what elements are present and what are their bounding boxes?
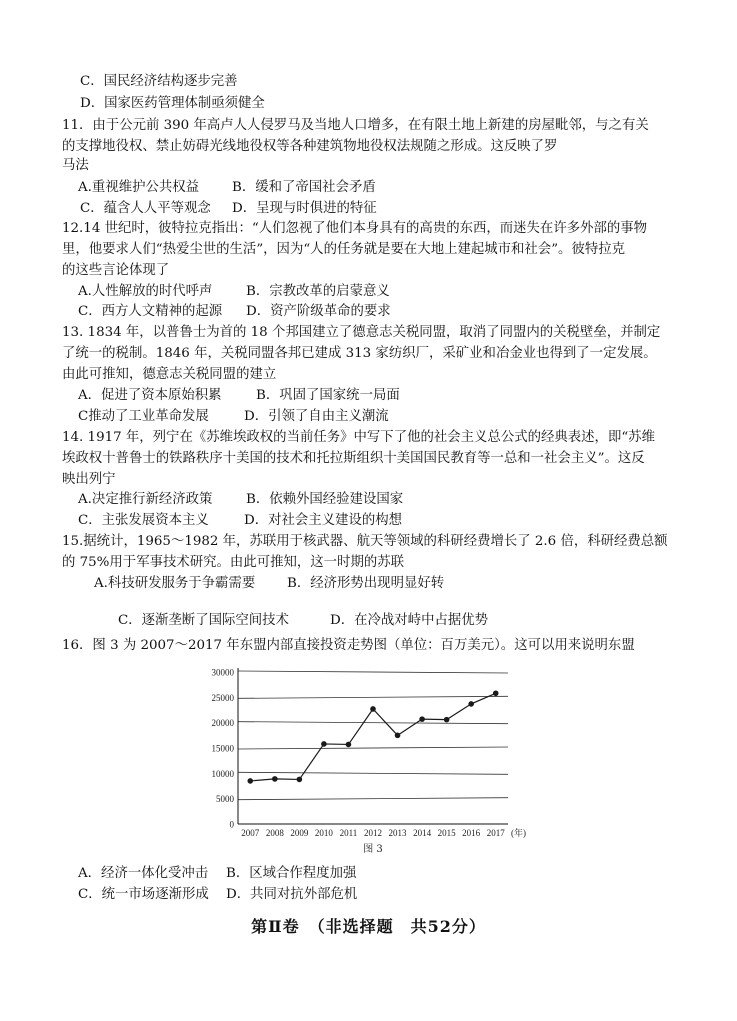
q16-option-c: C．统一市场逐渐形成 (78, 887, 209, 902)
x-tick-label: 2014 (413, 828, 432, 838)
q14-stem-line3: 映出列宁 (62, 472, 116, 487)
data-point (444, 717, 450, 723)
y-tick-label: 15000 (211, 743, 234, 754)
q16-option-a: A．经济一体化受冲击 (78, 866, 209, 881)
q11-option-b: B．缓和了帝国社会矛盾 (232, 180, 376, 195)
gridline (238, 798, 508, 800)
q15-stem-line1: 15.据统计，1965～1982 年，苏联用于核武器、航天等领域的科研经费增长了 2.6 倍，科研经费总额 (62, 534, 668, 549)
data-point (395, 733, 401, 739)
q11-stem-line1: 11．由于公元前 390 年高卢人人侵罗马及当地人口增多，在有限土地上新建的房屋毗邻，与之有关 (62, 118, 649, 133)
q15-option-c: C．逐渐垄断了国际空间技术 (118, 613, 289, 628)
data-point (370, 706, 376, 712)
q15-option-d: D．在冷战对峙中占据优势 (330, 613, 489, 628)
q11-stem-line3: 马法 (62, 158, 89, 173)
y-tick-label: 0 (229, 819, 234, 830)
q12-option-c: C．西方人文精神的起源 (78, 304, 223, 319)
q10-option-d: D．国家医药管理体制亟须健全 (80, 96, 265, 111)
q12-stem-line1: 12.14 世纪时，彼特拉克指出：“人们忽视了他们本身具有的高贵的东西，而迷失在许多外部的事物 (62, 221, 648, 236)
section-ii-title: 第Ⅱ卷 （非选择题 共52分） (251, 917, 486, 936)
gridline (238, 696, 508, 698)
gridline (238, 747, 508, 749)
data-point (321, 741, 327, 747)
q12-stem-line3: 的这些言论体现了 (62, 263, 170, 278)
x-axis-label: (年) (511, 828, 526, 838)
gridline (238, 722, 508, 724)
q14-stem-line2: 埃政权十普鲁士的铁路秩序十美国的技术和托拉斯组织十美国国民教育等一总和一社会主义”。这反 (62, 451, 645, 466)
investment-trend-chart (200, 660, 540, 860)
y-tick-label: 20000 (211, 718, 234, 729)
q13-stem-line3: 由此可推知，德意志关税同盟的建立 (62, 367, 277, 382)
x-tick-label: 2016 (462, 828, 481, 838)
q14-option-d: D．对社会主义建设的构想 (244, 513, 403, 528)
q13-option-a: A．促进了资本原始积累 (78, 388, 222, 403)
q14-option-c: C．主张发展资本主义 (78, 513, 209, 528)
q13-option-c: C推动了工业革命发展 (78, 409, 209, 424)
q13-option-d: D．引领了自由主义潮流 (244, 409, 389, 424)
q15-option-a: A.科技研发服务于争霸需要 (94, 576, 256, 591)
y-tick-label: 25000 (211, 692, 234, 703)
q14-option-b: B．依赖外国经验建设国家 (246, 492, 404, 507)
x-tick-label: 2009 (290, 828, 309, 838)
q12-stem-line2: 里，他要求人们“热爱尘世的生活”，因为“人的任务就是要在大地上建起城市和社会”。彼特拉克 (62, 242, 626, 257)
q12-option-b: B．宗教改革的启蒙意义 (246, 284, 390, 299)
y-tick-label: 10000 (211, 768, 234, 779)
x-tick-label: 2012 (364, 828, 382, 838)
q16-stem-line1: 16．图 3 为 2007～2017 年东盟内部直接投资走势图（单位：百万美元）。这可以用来说明东盟 (62, 638, 635, 653)
data-point (419, 716, 425, 722)
q14-stem-line1: 14. 1917 年，列宁在《苏维埃政权的当前任务》中写下了他的社会主义总公式的经典表述，即“苏维 (62, 430, 655, 445)
q12-option-d: D．资产阶级革命的要求 (246, 304, 391, 319)
x-tick-label: 2013 (388, 828, 407, 838)
q13-option-b: B．巩固了国家统一局面 (256, 388, 400, 403)
x-tick-label: 2011 (339, 828, 358, 838)
q15-option-b: B．经济形势出现明显好转 (287, 576, 445, 591)
chart-caption: 图 3 (363, 844, 383, 855)
q12-option-a: A.人性解放的时代呼声 (78, 284, 213, 299)
q11-option-c: C．蕴含人人平等观念 (80, 201, 211, 216)
q15-stem-line2: 的 75%用于军事技术研究。由此可推知，这一时期的苏联 (62, 555, 405, 570)
q11-stem-line2: 的支撑地役权、禁止妨碍光线地役权等各种建筑物地役权法规随之形成。这反映了罗 (62, 139, 558, 154)
q13-stem-line1: 13. 1834 年，以普鲁士为首的 18 个邦国建立了德意志关税同盟，取消了同盟内的关税壁垒，并制定 (62, 325, 661, 340)
y-tick-label: 5000 (216, 794, 234, 805)
x-tick-label: 2008 (265, 828, 284, 838)
q13-stem-line2: 了统一的税制。1846 年，关税同盟各邦已建成 313 家纺织厂，采矿业和冶金业也得到了一定发展。 (62, 346, 657, 361)
x-tick-label: 2007 (241, 828, 260, 838)
q10-option-c: C．国民经济结构逐步完善 (80, 74, 238, 89)
q11-option-a: A.重视维护公共权益 (78, 180, 200, 195)
data-point (468, 701, 474, 707)
data-point (346, 742, 352, 748)
q14-option-a: A.决定推行新经济政策 (78, 492, 213, 507)
y-tick-label: 30000 (211, 667, 234, 678)
data-point (493, 690, 499, 696)
gridline (238, 671, 508, 673)
x-tick-label: 2015 (437, 828, 456, 838)
q16-option-b: B．区域合作程度加强 (226, 866, 357, 881)
q16-option-d: D．共同对抗外部危机 (226, 887, 358, 902)
q11-option-d: D．呈现与时俱进的特征 (232, 201, 377, 216)
data-point (297, 777, 303, 783)
x-tick-label: 2010 (314, 828, 333, 838)
data-point (272, 776, 278, 782)
data-point (247, 778, 253, 784)
gridline (238, 772, 508, 774)
x-tick-label: 2017 (486, 828, 505, 838)
